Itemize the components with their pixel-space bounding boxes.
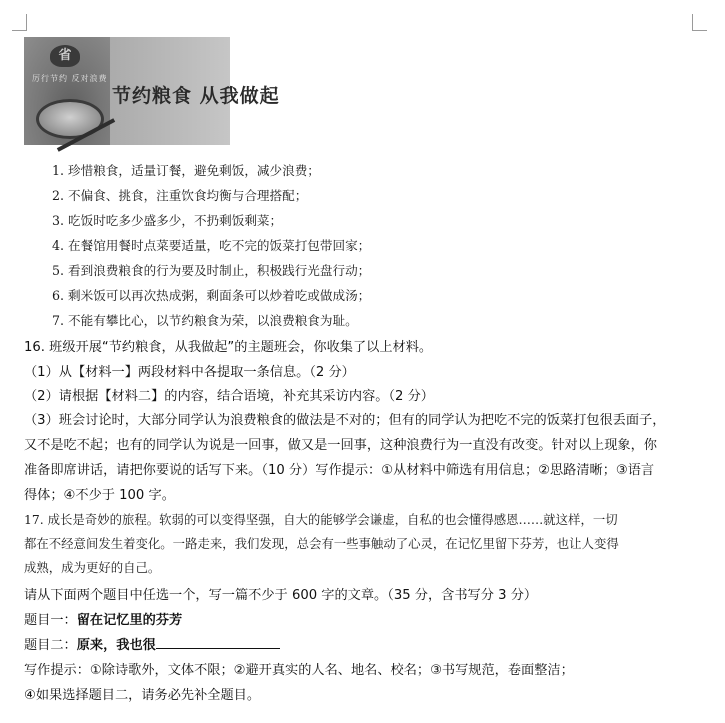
q16-sub2: （2）请根据【材料二】的内容，结合语境，补充其采访内容。（2 分） [24, 389, 434, 404]
list-item: 2. 不偏食、挑食，注重饮食均衡与合理搭配； [52, 188, 308, 203]
topic-two-blank [156, 636, 280, 649]
list-item: 6. 剩米饭可以再次热成粥，剩面条可以炒着吃或做成汤； [52, 288, 371, 303]
crop-mark-top-right [692, 14, 707, 31]
q16-sub3-line: （3）班会讨论时，大部分同学认为浪费粮食的做法是不对的；但有的同学认为把吃不完的饭菜打包很丢面子， [24, 413, 666, 428]
poster-logo: 省 [50, 45, 80, 67]
writing-tip-line: ④如果选择题目二，请务必先补全题目。 [24, 688, 261, 703]
list-item: 5. 看到浪费粮食的行为要及时制止，积极践行光盘行动； [52, 263, 371, 278]
q16-sub3-line: 准备即席讲话，请把你要说的话写下来。（10 分）写作提示：①从材料中筛选有用信息；②思路清晰；③语言 [24, 463, 655, 478]
list-item: 1. 珍惜粮食，适量订餐，避免剩饭，减少浪费； [52, 163, 320, 178]
q16-sub3-line: 得体；④不少于 100 字。 [24, 488, 175, 503]
crop-mark-top-left [12, 14, 27, 31]
topic-two-label: 题目二： [24, 638, 77, 653]
list-item: 7. 不能有攀比心，以节约粮食为荣，以浪费粮食为耻。 [52, 313, 358, 328]
material-list [52, 158, 370, 333]
q17-passage-line: 成熟，成为更好的自己。 [24, 560, 161, 575]
list-item: 3. 吃饭时吃多少盛多少，不扔剩饭剩菜； [52, 213, 283, 228]
q16-sub1: （1）从【材料一】两段材料中各提取一条信息。（2 分） [24, 365, 355, 380]
poster-slogan: 节约粮食 从我做起 [112, 85, 280, 107]
writing-tip-line: 写作提示：①除诗歌外，文体不限；②避开真实的人名、地名、校名；③书写规范，卷面整洁； [24, 663, 574, 678]
q17-instruction: 请从下面两个题目中任选一个，写一篇不少于 600 字的文章。（35 分，含书写分 3 分） [24, 588, 538, 603]
q16-sub3-line: 又不是吃不起；也有的同学认为说是一回事，做又是一回事，这种浪费行为一直没有改变。针对以上现象，你 [24, 438, 657, 453]
list-item: 4. 在餐馆用餐时点菜要适量，吃不完的饭菜打包带回家； [52, 238, 371, 253]
topic-two [24, 634, 280, 653]
topic-two-title: 原来，我也很 [76, 638, 156, 653]
topic-one-label: 题目一： [24, 613, 77, 628]
poster-small-text: 厉行节约 反对浪费 [32, 74, 108, 83]
q16-stem: 16. 班级开展“节约粮食，从我做起”的主题班会，你收集了以上材料。 [24, 340, 433, 355]
topic-one-title: 留在记忆里的芬芳 [76, 613, 183, 628]
topic-one [24, 609, 182, 628]
poster-image [24, 37, 280, 145]
q17-passage-line: 都在不经意间发生着变化。一路走来，我们发现，总会有一些事触动了心灵，在记忆里留下芬芳，也让人变得 [24, 536, 619, 551]
q17-passage-line: 17. 成长是奇妙的旅程。软弱的可以变得坚强，自大的能够学会谦虚，自私的也会懂得感恩……就这样，一切 [24, 512, 618, 527]
